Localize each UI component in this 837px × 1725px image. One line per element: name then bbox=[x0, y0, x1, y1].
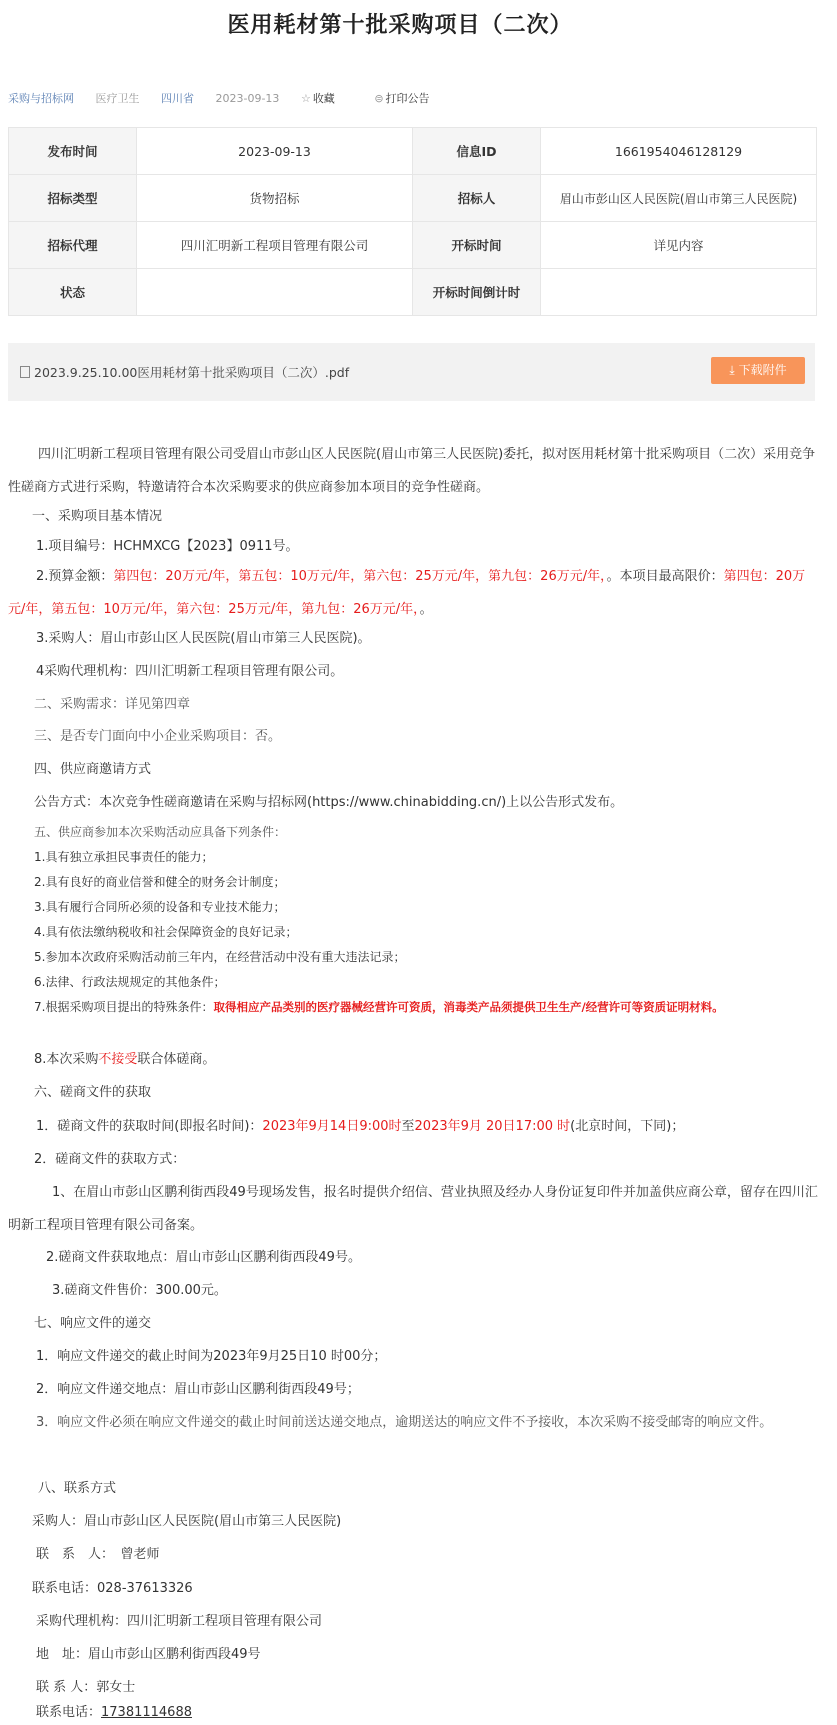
list-item: 8.本次采购不接受联合体磋商。 bbox=[34, 1052, 216, 1067]
contact-line: 联系电话：028-37613326 bbox=[32, 1581, 193, 1596]
section-title: 二、采购需求：详见第四章 bbox=[34, 697, 191, 712]
favorite-button[interactable]: ☆ 收藏 bbox=[300, 92, 335, 105]
list-item: 2.具有良好的商业信誉和健全的财务会计制度； bbox=[34, 875, 286, 889]
list-item: 4.具有依法缴纳税收和社会保障资金的良好记录； bbox=[34, 925, 298, 939]
print-icon: ⊜ bbox=[374, 92, 384, 105]
table-row bbox=[9, 128, 817, 175]
table-row bbox=[9, 175, 817, 222]
list-item: 5.参加本次政府采购活动前三年内，在经营活动中没有重大违法记录； bbox=[34, 950, 406, 964]
publish-date: 2023-09-13 bbox=[215, 92, 280, 105]
announce-method: 公告方式：本次竞争性磋商邀请在采购与招标网(https://www.chinabidding.cn/)上以公告形式发布。 bbox=[34, 795, 624, 810]
download-button[interactable]: ⤓ 下载附件 bbox=[711, 357, 805, 384]
list-item: 3.磋商文件售价：300.00元。 bbox=[52, 1283, 227, 1298]
site-link[interactable]: 采购与招标网 bbox=[8, 92, 74, 105]
download-icon: ⤓ bbox=[729, 363, 735, 377]
table-row bbox=[9, 269, 817, 316]
cell-value: 1661954046128129 bbox=[541, 128, 817, 175]
list-item: 6.法律、行政法规规定的其他条件； bbox=[34, 975, 226, 989]
list-item: 2.磋商文件获取地点：眉山市彭山区鹏利街西段49号。 bbox=[46, 1250, 361, 1265]
list-item: 1.项目编号：HCHMXCG【2023】0911号。 bbox=[36, 539, 299, 554]
list-item: 3.具有履行合同所必须的设备和专业技术能力； bbox=[34, 900, 286, 914]
list-item: 1．响应文件递交的截止时间为2023年9月25日10 时00分； bbox=[36, 1349, 387, 1364]
contact-line: 联 系 人：郭女士 bbox=[36, 1680, 136, 1695]
list-item: 1.具有独立承担民事责任的能力； bbox=[34, 850, 214, 864]
section-title: 八、联系方式 bbox=[38, 1481, 117, 1496]
contact-line: 联系电话：17381114688 bbox=[36, 1705, 192, 1720]
section-title: 六、磋商文件的获取 bbox=[34, 1085, 152, 1100]
page-title: 医用耗材第十批采购项目（二次） bbox=[227, 13, 573, 38]
cell-label: 开标时间倒计时 bbox=[413, 269, 541, 316]
special-condition: 取得相应产品类别的医疗器械经营许可资质，消毒类产品须提供卫生生产/经营许可等资质证明材料。 bbox=[213, 1000, 724, 1014]
list-item: 7.根据采购项目提出的特殊条件：取得相应产品类别的医疗器械经营许可资质，消毒类产品须提供卫生生产/经营许可等资质证明材料。 bbox=[34, 1000, 724, 1014]
cell-value: 详见内容 bbox=[541, 222, 817, 269]
list-item: 3．响应文件必须在响应文件递交的截止时间前送达递交地点，逾期送达的响应文件不予接收，本次采购不接受邮寄的响应文件。 bbox=[36, 1415, 773, 1430]
start-time: 2023年9月14日9:00时 bbox=[262, 1119, 402, 1134]
list-item: 1．磋商文件的获取时间(即报名时间)：2023年9月14日9:00时至2023年9月 20日17:00 时(北京时间，下同)； bbox=[36, 1119, 685, 1134]
contact-line: 联 系 人： 曾老师 bbox=[36, 1547, 160, 1562]
section-title: 四、供应商邀请方式 bbox=[34, 762, 152, 777]
phone-link[interactable]: 17381114688 bbox=[101, 1705, 192, 1720]
table-row bbox=[9, 222, 817, 269]
print-button[interactable]: ⊜ 打印公告 bbox=[374, 92, 430, 105]
region-tag[interactable]: 四川省 bbox=[161, 92, 194, 105]
meta-bar bbox=[8, 90, 466, 106]
cell-value: 眉山市彭山区人民医院(眉山市第三人民医院) bbox=[541, 175, 817, 222]
cell-label: 招标代理 bbox=[9, 222, 137, 269]
star-icon: ☆ bbox=[300, 92, 311, 105]
list-item: 2．响应文件递交地点：眉山市彭山区鹏利街西段49号； bbox=[36, 1382, 360, 1397]
list-item: 1、在眉山市彭山区鹏利街西段49号现场发售，报名时提供介绍信、营业执照及经办人身份证复印件并加盖供应商公章，留存在四川汇明新工程项目管理有限公司备案。 bbox=[8, 1185, 818, 1233]
section-title: 五、供应商参加本次采购活动应具备下列条件： bbox=[34, 825, 287, 839]
cell-label: 发布时间 bbox=[9, 128, 137, 175]
attachment-name: 2023.9.25.10.00医用耗材第十批采购项目（二次）.pdf bbox=[34, 365, 350, 380]
cell-label: 招标类型 bbox=[9, 175, 137, 222]
cell-label: 开标时间 bbox=[413, 222, 541, 269]
list-item: 4采购代理机构：四川汇明新工程项目管理有限公司。 bbox=[36, 664, 344, 679]
end-time: 2023年9月 20日17:00 时 bbox=[414, 1119, 571, 1134]
cell-value bbox=[137, 269, 413, 316]
file-icon bbox=[20, 366, 30, 378]
budget-value: 第四包：20万元/年，第五包：10万元/年，第六包：25万元/年，第九包：26万元/年， bbox=[113, 569, 607, 584]
cell-value bbox=[541, 269, 817, 316]
contact-line: 地 址：眉山市彭山区鹏利街西段49号 bbox=[36, 1647, 261, 1662]
cell-label: 状态 bbox=[9, 269, 137, 316]
intro-paragraph: 四川汇明新工程项目管理有限公司受眉山市彭山区人民医院(眉山市第三人民医院)委托，拟对医用耗材第十批采购项目（二次）采用竞争性磋商方式进行采购，特邀请符合本次采购要求的供应商参加本项目的竞争性磋商。 bbox=[8, 447, 816, 495]
budget-paragraph: 2.预算金额：第四包：20万元/年，第五包：10万元/年，第六包：25万元/年，第九包：26万元/年，。本项目最高限价：第四包：20万元/年，第五包：10万元/年，第六包：25万元/年，第九包：26万元/年，。 bbox=[8, 569, 806, 617]
cell-label: 信息ID bbox=[413, 128, 541, 175]
list-item: 3.采购人：眉山市彭山区人民医院(眉山市第三人民医院)。 bbox=[36, 631, 371, 646]
cell-value: 2023-09-13 bbox=[137, 128, 413, 175]
cell-label: 招标人 bbox=[413, 175, 541, 222]
section-title: 七、响应文件的递交 bbox=[34, 1316, 152, 1331]
section-title: 一、采购项目基本情况 bbox=[32, 509, 163, 524]
attachment-bar bbox=[8, 343, 815, 401]
list-item: 2．磋商文件的获取方式： bbox=[34, 1152, 186, 1167]
max-price-value: 第四包：20万元/年，第五包：10万元/年，第六包：25万元/年，第九包：26万元/年， bbox=[8, 569, 806, 617]
cell-value: 货物招标 bbox=[137, 175, 413, 222]
contact-line: 采购人：眉山市彭山区人民医院(眉山市第三人民医院) bbox=[32, 1514, 342, 1529]
cell-value: 四川汇明新工程项目管理有限公司 bbox=[137, 222, 413, 269]
info-table bbox=[8, 127, 817, 316]
contact-line: 采购代理机构：四川汇明新工程项目管理有限公司 bbox=[36, 1614, 323, 1629]
industry-tag[interactable]: 医疗卫生 bbox=[95, 92, 140, 105]
attachment-file[interactable] bbox=[20, 363, 349, 381]
section-title: 三、是否专门面向中小企业采购项目：否。 bbox=[34, 729, 282, 744]
